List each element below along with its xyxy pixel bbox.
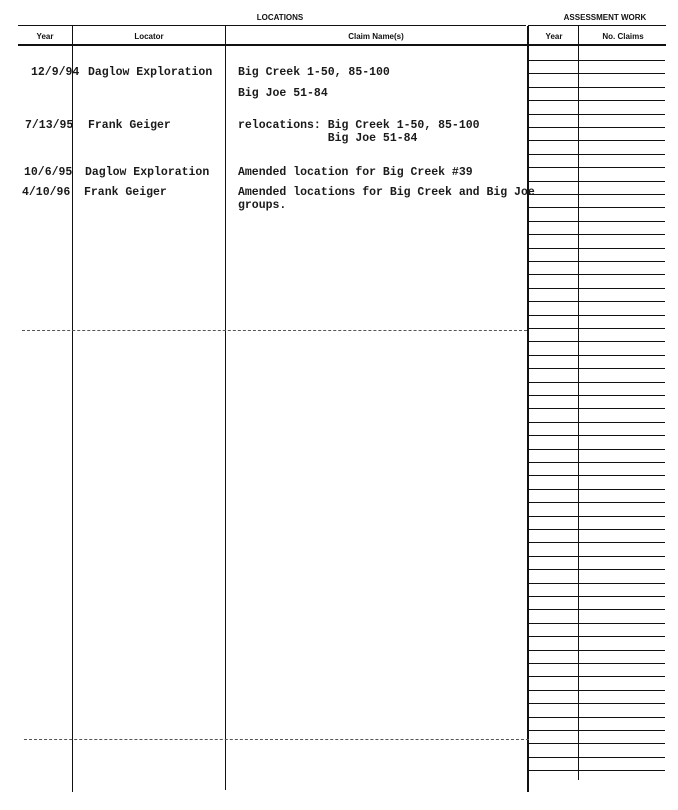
entry-4-date: 4/10/96 [22, 186, 71, 199]
assessment-work-row-line [529, 757, 665, 758]
assessment-work-row-line [529, 355, 665, 356]
assessment-work-row-line [529, 422, 665, 423]
assessment-work-row-line [529, 569, 665, 570]
assessment-work-row-line [529, 328, 665, 329]
assessment-work-row-line [529, 341, 665, 342]
assessment-work-row-line [529, 87, 665, 88]
locations-title: LOCATIONS [256, 13, 304, 22]
entry-2-claims-line-2: Big Joe 51-84 [238, 132, 418, 145]
entry-1-date: 12/9/94 [31, 66, 80, 79]
top-rule-assessment [528, 25, 666, 26]
assessment-work-row-line [529, 542, 665, 543]
assessment-work-row-line [529, 261, 665, 262]
column-divider-year-locator [72, 26, 73, 792]
assessment-work-row-line [529, 462, 665, 463]
entry-4-locator: Frank Geiger [84, 186, 167, 199]
column-divider-assessment-year-claims [578, 26, 579, 780]
assessment-work-row-line [529, 650, 665, 651]
column-divider-locator-claims [225, 26, 226, 790]
assessment-work-row-line [529, 140, 665, 141]
assessment-work-row-line [529, 301, 665, 302]
assessment-work-row-line [529, 516, 665, 517]
year-column-header: Year [36, 32, 54, 41]
assessment-work-row-line [529, 154, 665, 155]
assessment-work-row-line [529, 274, 665, 275]
section-separator-bottom [24, 739, 529, 740]
assessment-work-row-line [529, 221, 665, 222]
assessment-work-row-line [529, 288, 665, 289]
assessment-work-row-line [529, 529, 665, 530]
assessment-work-row-line [529, 368, 665, 369]
entry-2-locator: Frank Geiger [88, 119, 171, 132]
claim-names-column-header: Claim Name(s) [348, 32, 404, 41]
assessment-work-title: ASSESSMENT WORK [563, 13, 647, 22]
assessment-work-row-line [529, 663, 665, 664]
assessment-work-row-line [529, 449, 665, 450]
assessment-work-row-line [529, 234, 665, 235]
entry-2-claims-line-1: relocations: Big Creek 1-50, 85-100 [238, 119, 480, 132]
assessment-work-row-line [529, 167, 665, 168]
entry-3-claims-line-1: Amended location for Big Creek #39 [238, 166, 473, 179]
assessment-work-row-line [529, 676, 665, 677]
assessment-work-row-line [529, 690, 665, 691]
assessment-work-row-line [529, 60, 665, 61]
assessment-work-row-line [529, 583, 665, 584]
entry-1-claims-line-2: Big Joe 51-84 [238, 87, 328, 100]
assessment-year-column-header: Year [545, 32, 563, 41]
section-separator-top [22, 330, 527, 331]
header-bottom-rule [18, 44, 666, 46]
entry-3-date: 10/6/95 [24, 166, 73, 179]
assessment-claims-column-header: No. Claims [602, 32, 644, 41]
assessment-work-row-line [529, 703, 665, 704]
assessment-work-row-line [529, 609, 665, 610]
locator-column-header: Locator [134, 32, 164, 41]
assessment-work-row-line [529, 489, 665, 490]
assessment-work-row-line [529, 475, 665, 476]
assessment-work-row-line [529, 596, 665, 597]
top-rule-locations [18, 25, 526, 26]
entry-4-claims-line-2: groups. [238, 199, 287, 212]
assessment-work-row-line [529, 636, 665, 637]
assessment-work-row-line [529, 717, 665, 718]
entry-2-date: 7/13/95 [25, 119, 74, 132]
assessment-work-row-line [529, 73, 665, 74]
assessment-work-row-line [529, 395, 665, 396]
assessment-work-row-line [529, 623, 665, 624]
assessment-work-row-line [529, 435, 665, 436]
entry-1-claims-line-1: Big Creek 1-50, 85-100 [238, 66, 390, 79]
assessment-work-row-line [529, 127, 665, 128]
entry-4-claims-line-1: Amended locations for Big Creek and Big Joe [238, 186, 535, 199]
assessment-work-row-line [529, 730, 665, 731]
assessment-work-row-line [529, 100, 665, 101]
assessment-work-row-line [529, 743, 665, 744]
assessment-work-row-line [529, 194, 665, 195]
assessment-work-row-line [529, 408, 665, 409]
assessment-work-row-line [529, 181, 665, 182]
assessment-work-row-line [529, 502, 665, 503]
assessment-work-row-line [529, 248, 665, 249]
assessment-work-row-line [529, 315, 665, 316]
assessment-work-row-line [529, 207, 665, 208]
entry-1-locator: Daglow Exploration [88, 66, 213, 79]
entry-3-locator: Daglow Exploration [85, 166, 210, 179]
assessment-work-row-line [529, 770, 665, 771]
assessment-work-row-line [529, 382, 665, 383]
assessment-work-row-line [529, 556, 665, 557]
assessment-work-row-line [529, 114, 665, 115]
